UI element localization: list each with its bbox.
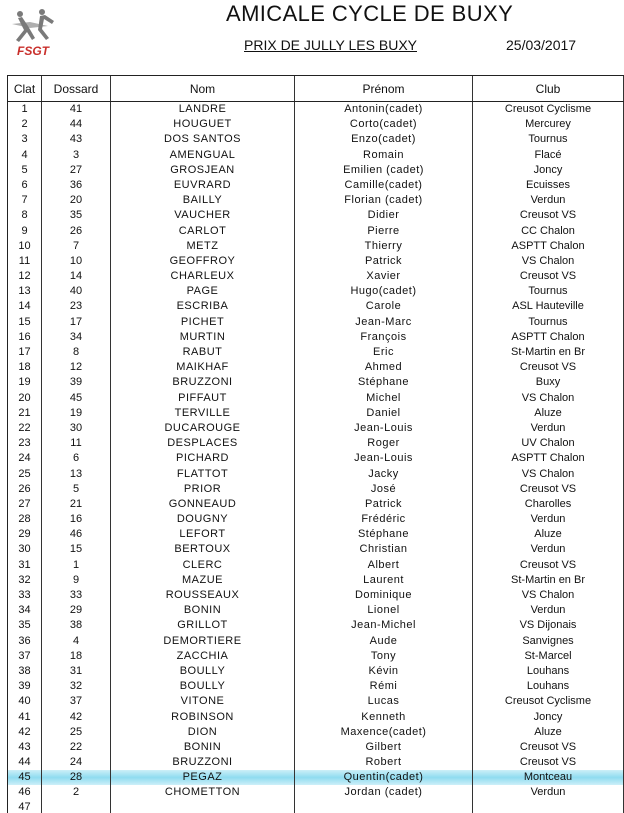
- table-row: [7, 710, 624, 725]
- cell-prenom: Jacky: [294, 467, 472, 482]
- table-row: [7, 618, 624, 633]
- cell-dossard: 18: [41, 649, 110, 664]
- table-row: [7, 649, 624, 664]
- cell-dossard: 16: [41, 512, 110, 527]
- cell-nom: DEMORTIERE: [110, 634, 294, 649]
- cell-club: Creusot VS: [472, 740, 624, 755]
- cell-dossard: 30: [41, 421, 110, 436]
- cell-nom: BOULLY: [110, 679, 294, 694]
- cell-clat: 29: [7, 527, 41, 542]
- cell-dossard: 22: [41, 740, 110, 755]
- cell-prenom: Jean-Michel: [294, 618, 472, 633]
- cell-club: Verdun: [472, 512, 624, 527]
- cell-club: ASPTT Chalon: [472, 451, 624, 466]
- table-row: [7, 770, 624, 785]
- cell-nom: METZ: [110, 239, 294, 254]
- table-row: [7, 679, 624, 694]
- cell-nom: CARLOT: [110, 224, 294, 239]
- cell-dossard: 35: [41, 208, 110, 223]
- cell-club: VS Dijonais: [472, 618, 624, 633]
- cell-clat: 10: [7, 239, 41, 254]
- table-row: [7, 284, 624, 299]
- cell-dossard: 11: [41, 436, 110, 451]
- cell-nom: ROBINSON: [110, 710, 294, 725]
- table-row: [7, 102, 624, 117]
- cell-prenom: Didier: [294, 208, 472, 223]
- table-row: [7, 436, 624, 451]
- cell-club: Creusot Cyclisme: [472, 102, 624, 117]
- cell-prenom: Stéphane: [294, 527, 472, 542]
- cell-prenom: Robert: [294, 755, 472, 770]
- cell-club: Creusot Cyclisme: [472, 694, 624, 709]
- cell-club: Creusot VS: [472, 558, 624, 573]
- cell-nom: FLATTOT: [110, 467, 294, 482]
- cell-prenom: Jordan (cadet): [294, 785, 472, 800]
- cell-clat: 6: [7, 178, 41, 193]
- cell-clat: 28: [7, 512, 41, 527]
- cell-dossard: 43: [41, 132, 110, 147]
- cell-club: CC Chalon: [472, 224, 624, 239]
- cell-club: St-Marcel: [472, 649, 624, 664]
- cell-clat: 19: [7, 375, 41, 390]
- cell-club: Creusot VS: [472, 360, 624, 375]
- table-row: [7, 193, 624, 208]
- cell-nom: DION: [110, 725, 294, 740]
- cell-clat: 34: [7, 603, 41, 618]
- cell-dossard: 32: [41, 679, 110, 694]
- cell-prenom: Ahmed: [294, 360, 472, 375]
- cell-nom: BONIN: [110, 740, 294, 755]
- cell-club: Joncy: [472, 163, 624, 178]
- cell-prenom: Florian (cadet): [294, 193, 472, 208]
- cell-club: St-Martin en Br: [472, 345, 624, 360]
- cell-prenom: Eric: [294, 345, 472, 360]
- cell-club: Buxy: [472, 375, 624, 390]
- cell-dossard: 40: [41, 284, 110, 299]
- cell-clat: 24: [7, 451, 41, 466]
- cell-dossard: 21: [41, 497, 110, 512]
- cell-nom: CHARLEUX: [110, 269, 294, 284]
- cell-dossard: 45: [41, 391, 110, 406]
- cell-nom: GEOFFROY: [110, 254, 294, 269]
- table-row: [7, 634, 624, 649]
- cell-nom: VITONE: [110, 694, 294, 709]
- cell-dossard: 5: [41, 482, 110, 497]
- cell-club: Verdun: [472, 785, 624, 800]
- cell-prenom: Dominique: [294, 588, 472, 603]
- cell-clat: 37: [7, 649, 41, 664]
- cell-nom: BRUZZONI: [110, 755, 294, 770]
- cell-nom: ESCRIBA: [110, 299, 294, 314]
- fsgt-logo-icon: [8, 4, 58, 58]
- cell-club: Tournus: [472, 132, 624, 147]
- table-row: [7, 542, 624, 557]
- cell-prenom: Laurent: [294, 573, 472, 588]
- cell-nom: ROUSSEAUX: [110, 588, 294, 603]
- table-row: [7, 148, 624, 163]
- cell-nom: DOS SANTOS: [110, 132, 294, 147]
- fsgt-logo: [8, 4, 58, 58]
- results-table: [7, 75, 624, 813]
- cell-clat: 1: [7, 102, 41, 117]
- cell-dossard: 26: [41, 224, 110, 239]
- column-header-nom: Nom: [110, 76, 294, 101]
- cell-clat: 27: [7, 497, 41, 512]
- cell-clat: 13: [7, 284, 41, 299]
- logo-text: FSGT: [17, 44, 49, 58]
- cell-prenom: Jean-Marc: [294, 315, 472, 330]
- cell-dossard: 12: [41, 360, 110, 375]
- cell-nom: BOULLY: [110, 664, 294, 679]
- cell-club: Aluze: [472, 527, 624, 542]
- cell-dossard: 19: [41, 406, 110, 421]
- cell-nom: DUCAROUGE: [110, 421, 294, 436]
- table-row: [7, 755, 624, 770]
- cell-prenom: Gilbert: [294, 740, 472, 755]
- cell-club: Verdun: [472, 542, 624, 557]
- race-name: PRIX DE JULLY LES BUXY: [244, 37, 417, 53]
- cell-dossard: 44: [41, 117, 110, 132]
- cell-clat: 38: [7, 664, 41, 679]
- table-row: [7, 740, 624, 755]
- table-row: [7, 527, 624, 542]
- cell-clat: 36: [7, 634, 41, 649]
- table-row: [7, 603, 624, 618]
- cell-clat: 25: [7, 467, 41, 482]
- cell-nom: BONIN: [110, 603, 294, 618]
- cell-clat: 4: [7, 148, 41, 163]
- table-row: [7, 254, 624, 269]
- cell-prenom: Tony: [294, 649, 472, 664]
- cell-club: VS Chalon: [472, 391, 624, 406]
- cell-club: Louhans: [472, 679, 624, 694]
- cell-club: UV Chalon: [472, 436, 624, 451]
- table-row: [7, 482, 624, 497]
- cell-clat: 21: [7, 406, 41, 421]
- cell-clat: 45: [7, 770, 41, 785]
- cell-clat: 32: [7, 573, 41, 588]
- cell-clat: 43: [7, 740, 41, 755]
- cell-dossard: 25: [41, 725, 110, 740]
- cell-prenom: Romain: [294, 148, 472, 163]
- cell-clat: 14: [7, 299, 41, 314]
- table-row: [7, 451, 624, 466]
- cell-club: Flacé: [472, 148, 624, 163]
- cell-prenom: Lionel: [294, 603, 472, 618]
- cell-prenom: Kenneth: [294, 710, 472, 725]
- cell-clat: 33: [7, 588, 41, 603]
- cell-nom: PEGAZ: [110, 770, 294, 785]
- cell-dossard: 31: [41, 664, 110, 679]
- cell-clat: 3: [7, 132, 41, 147]
- cell-dossard: 13: [41, 467, 110, 482]
- column-header-clat: Clat: [7, 76, 41, 101]
- cell-dossard: 34: [41, 330, 110, 345]
- cell-dossard: 33: [41, 588, 110, 603]
- cell-prenom: Albert: [294, 558, 472, 573]
- cell-dossard: 17: [41, 315, 110, 330]
- cell-club: [472, 801, 624, 813]
- cell-nom: DESPLACES: [110, 436, 294, 451]
- cell-nom: ZACCHIA: [110, 649, 294, 664]
- cell-club: Aluze: [472, 725, 624, 740]
- cell-prenom: Michel: [294, 391, 472, 406]
- cell-dossard: 9: [41, 573, 110, 588]
- cell-nom: GROSJEAN: [110, 163, 294, 178]
- cell-club: Aluze: [472, 406, 624, 421]
- cell-clat: 44: [7, 755, 41, 770]
- cell-club: Creusot VS: [472, 755, 624, 770]
- page-title: AMICALE CYCLE DE BUXY: [226, 1, 514, 26]
- cell-club: Verdun: [472, 603, 624, 618]
- cell-prenom: Patrick: [294, 254, 472, 269]
- cell-prenom: Frédéric: [294, 512, 472, 527]
- table-row: [7, 725, 624, 740]
- cell-clat: 47: [7, 801, 41, 813]
- table-row: [7, 117, 624, 132]
- cell-nom: PAGE: [110, 284, 294, 299]
- table-row: [7, 467, 624, 482]
- cell-nom: MURTIN: [110, 330, 294, 345]
- cell-dossard: 14: [41, 269, 110, 284]
- table-row: [7, 558, 624, 573]
- cell-clat: 23: [7, 436, 41, 451]
- cell-club: ASL Hauteville: [472, 299, 624, 314]
- cell-club: Tournus: [472, 315, 624, 330]
- cell-prenom: Jean-Louis: [294, 451, 472, 466]
- cell-clat: 31: [7, 558, 41, 573]
- cell-clat: 12: [7, 269, 41, 284]
- cell-nom: PRIOR: [110, 482, 294, 497]
- cell-clat: 18: [7, 360, 41, 375]
- cell-club: Louhans: [472, 664, 624, 679]
- cell-dossard: 7: [41, 239, 110, 254]
- table-row: [7, 406, 624, 421]
- cell-club: Ecuisses: [472, 178, 624, 193]
- cell-prenom: Xavier: [294, 269, 472, 284]
- cell-dossard: 4: [41, 634, 110, 649]
- cell-clat: 41: [7, 710, 41, 725]
- cell-clat: 46: [7, 785, 41, 800]
- cell-prenom: Pierre: [294, 224, 472, 239]
- cell-clat: 35: [7, 618, 41, 633]
- cell-dossard: 37: [41, 694, 110, 709]
- cell-prenom: Thierry: [294, 239, 472, 254]
- cell-dossard: 39: [41, 375, 110, 390]
- cell-club: Charolles: [472, 497, 624, 512]
- cell-clat: 42: [7, 725, 41, 740]
- cell-club: Sanvignes: [472, 634, 624, 649]
- cell-dossard: 20: [41, 193, 110, 208]
- cell-club: Creusot VS: [472, 482, 624, 497]
- cell-clat: 20: [7, 391, 41, 406]
- cell-nom: BRUZZONI: [110, 375, 294, 390]
- cell-nom: AMENGUAL: [110, 148, 294, 163]
- cell-club: St-Martin en Br: [472, 573, 624, 588]
- cell-club: ASPTT Chalon: [472, 330, 624, 345]
- cell-dossard: 27: [41, 163, 110, 178]
- cell-dossard: 8: [41, 345, 110, 360]
- cell-dossard: 28: [41, 770, 110, 785]
- cell-nom: BAILLY: [110, 193, 294, 208]
- table-row: [7, 315, 624, 330]
- cell-prenom: Daniel: [294, 406, 472, 421]
- cell-nom: EUVRARD: [110, 178, 294, 193]
- column-header-prenom: Prénom: [294, 76, 472, 101]
- table-row: [7, 512, 624, 527]
- cell-prenom: Corto(cadet): [294, 117, 472, 132]
- cell-club: Mercurey: [472, 117, 624, 132]
- cell-dossard: 42: [41, 710, 110, 725]
- table-row: [7, 391, 624, 406]
- cell-dossard: 6: [41, 451, 110, 466]
- cell-dossard: 10: [41, 254, 110, 269]
- cell-prenom: Rémi: [294, 679, 472, 694]
- cell-clat: 15: [7, 315, 41, 330]
- cell-nom: GRILLOT: [110, 618, 294, 633]
- table-row: [7, 330, 624, 345]
- cell-clat: 7: [7, 193, 41, 208]
- cell-dossard: 15: [41, 542, 110, 557]
- cell-dossard: 41: [41, 102, 110, 117]
- cell-clat: 22: [7, 421, 41, 436]
- table-row: [7, 239, 624, 254]
- cell-clat: 9: [7, 224, 41, 239]
- cell-nom: LANDRE: [110, 102, 294, 117]
- column-header-dossard: Dossard: [41, 76, 110, 101]
- cell-nom: PIFFAUT: [110, 391, 294, 406]
- cell-prenom: Roger: [294, 436, 472, 451]
- table-row: [7, 360, 624, 375]
- table-row: [7, 375, 624, 390]
- table-row: [7, 664, 624, 679]
- cell-club: Montceau: [472, 770, 624, 785]
- cell-club: VS Chalon: [472, 467, 624, 482]
- cell-club: ASPTT Chalon: [472, 239, 624, 254]
- cell-dossard: 29: [41, 603, 110, 618]
- cell-prenom: Kévin: [294, 664, 472, 679]
- cell-clat: 30: [7, 542, 41, 557]
- table-row: [7, 785, 624, 800]
- cell-nom: DOUGNY: [110, 512, 294, 527]
- table-header: [7, 76, 624, 102]
- cell-nom: MAZUE: [110, 573, 294, 588]
- cell-nom: LEFORT: [110, 527, 294, 542]
- cell-prenom: [294, 801, 472, 813]
- cell-prenom: Stéphane: [294, 375, 472, 390]
- table-row: [7, 588, 624, 603]
- cell-prenom: Maxence(cadet): [294, 725, 472, 740]
- cell-prenom: Antonin(cadet): [294, 102, 472, 117]
- cell-dossard: 36: [41, 178, 110, 193]
- cell-nom: MAIKHAF: [110, 360, 294, 375]
- cell-prenom: Hugo(cadet): [294, 284, 472, 299]
- cell-nom: TERVILLE: [110, 406, 294, 421]
- cell-club: Creusot VS: [472, 208, 624, 223]
- cell-clat: 5: [7, 163, 41, 178]
- cell-clat: 11: [7, 254, 41, 269]
- cell-clat: 8: [7, 208, 41, 223]
- cell-prenom: Carole: [294, 299, 472, 314]
- cell-clat: 2: [7, 117, 41, 132]
- cell-clat: 16: [7, 330, 41, 345]
- cell-club: Creusot VS: [472, 269, 624, 284]
- cell-dossard: 1: [41, 558, 110, 573]
- cell-clat: 40: [7, 694, 41, 709]
- table-row: [7, 163, 624, 178]
- cell-clat: 39: [7, 679, 41, 694]
- cell-prenom: Patrick: [294, 497, 472, 512]
- cell-prenom: Enzo(cadet): [294, 132, 472, 147]
- cell-dossard: 24: [41, 755, 110, 770]
- cell-club: Joncy: [472, 710, 624, 725]
- cell-clat: 17: [7, 345, 41, 360]
- cell-nom: HOUGUET: [110, 117, 294, 132]
- table-row: [7, 497, 624, 512]
- cell-nom: CHOMETTON: [110, 785, 294, 800]
- cell-prenom: Lucas: [294, 694, 472, 709]
- column-header-club: Club: [472, 76, 624, 101]
- cell-prenom: Emilien (cadet): [294, 163, 472, 178]
- table-row: [7, 801, 624, 813]
- cell-prenom: François: [294, 330, 472, 345]
- cell-prenom: José: [294, 482, 472, 497]
- table-body: [7, 102, 624, 813]
- cell-dossard: 46: [41, 527, 110, 542]
- cell-nom: PICHET: [110, 315, 294, 330]
- cell-club: Verdun: [472, 193, 624, 208]
- cell-club: VS Chalon: [472, 588, 624, 603]
- cell-nom: BERTOUX: [110, 542, 294, 557]
- cell-prenom: Aude: [294, 634, 472, 649]
- table-row: [7, 299, 624, 314]
- race-date: 25/03/2017: [506, 37, 577, 53]
- cell-prenom: Jean-Louis: [294, 421, 472, 436]
- cell-prenom: Camille(cadet): [294, 178, 472, 193]
- cell-prenom: Quentin(cadet): [294, 770, 472, 785]
- table-row: [7, 269, 624, 284]
- table-row: [7, 178, 624, 193]
- cell-nom: VAUCHER: [110, 208, 294, 223]
- table-row: [7, 345, 624, 360]
- cell-clat: 26: [7, 482, 41, 497]
- cell-club: Tournus: [472, 284, 624, 299]
- cell-dossard: 23: [41, 299, 110, 314]
- cell-nom: [110, 801, 294, 813]
- table-row: [7, 132, 624, 147]
- cell-nom: RABUT: [110, 345, 294, 360]
- cell-dossard: 38: [41, 618, 110, 633]
- table-row: [7, 421, 624, 436]
- cell-dossard: [41, 801, 110, 813]
- cell-nom: GONNEAUD: [110, 497, 294, 512]
- cell-nom: CLERC: [110, 558, 294, 573]
- table-row: [7, 694, 624, 709]
- cell-prenom: Christian: [294, 542, 472, 557]
- table-row: [7, 573, 624, 588]
- cell-nom: PICHARD: [110, 451, 294, 466]
- cell-dossard: 2: [41, 785, 110, 800]
- cell-club: VS Chalon: [472, 254, 624, 269]
- table-row: [7, 224, 624, 239]
- cell-dossard: 3: [41, 148, 110, 163]
- cell-club: Verdun: [472, 421, 624, 436]
- table-row: [7, 208, 624, 223]
